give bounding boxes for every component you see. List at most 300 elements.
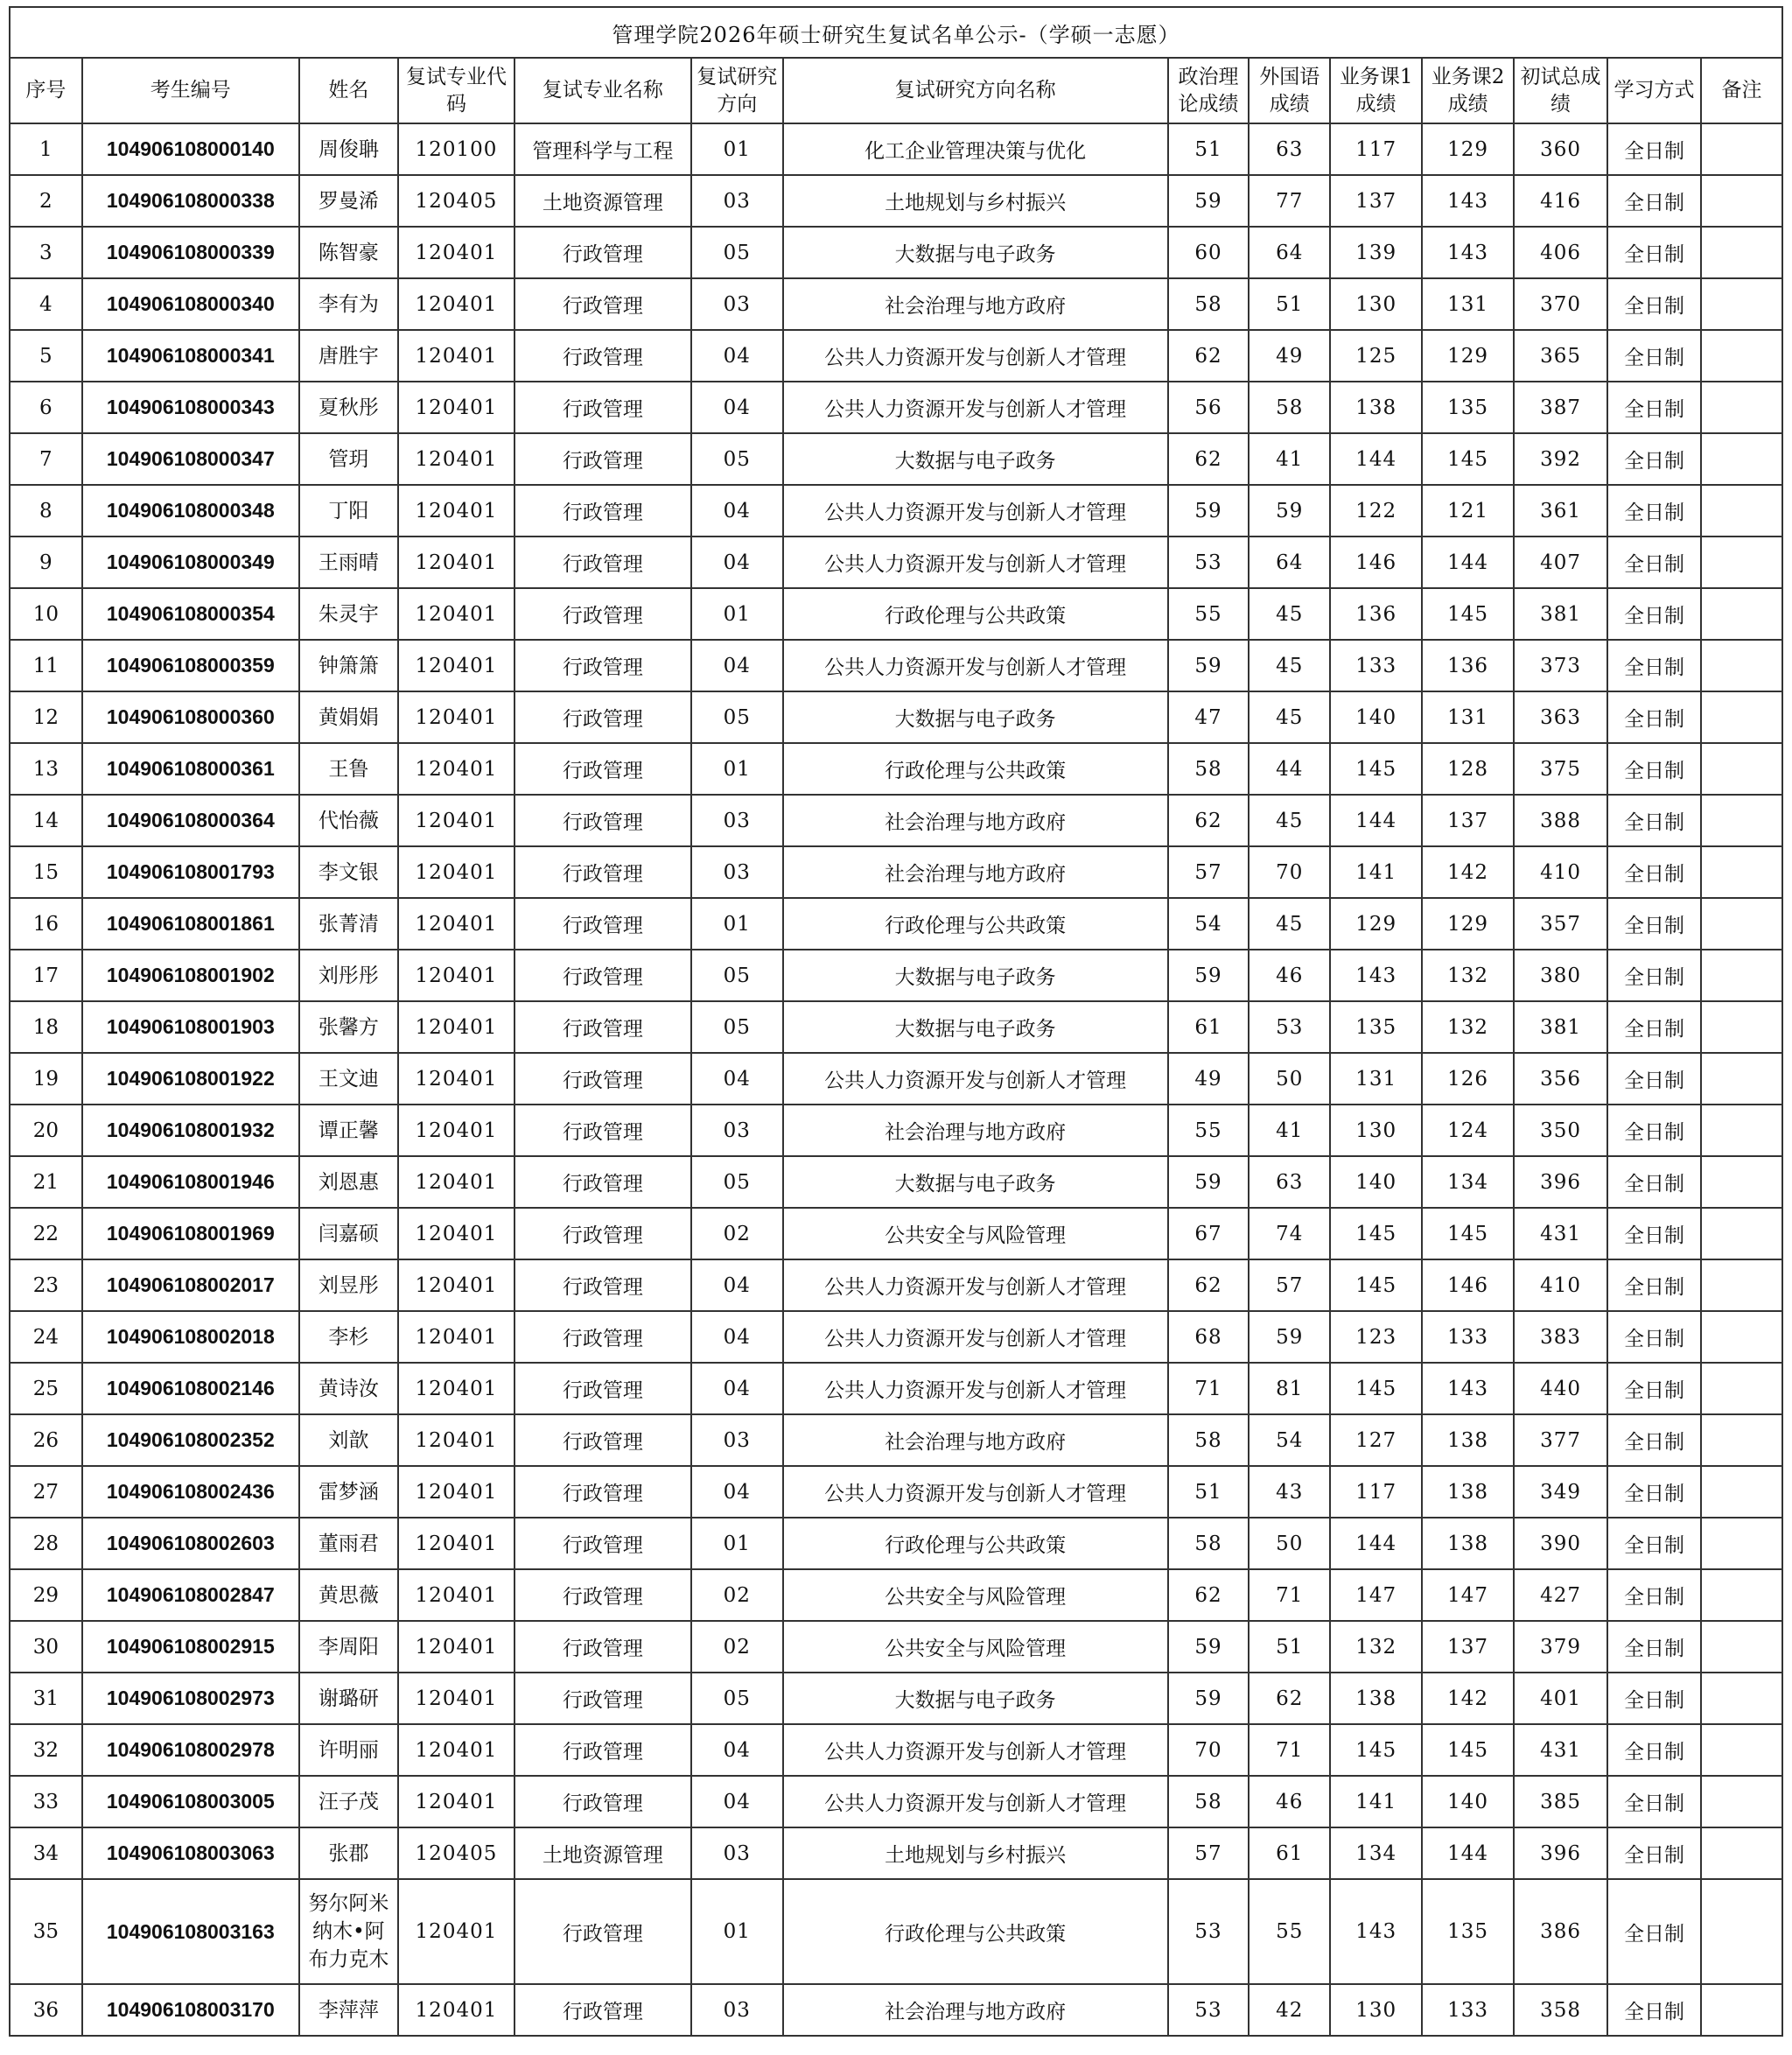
cell-politics: 68 [1168,1311,1250,1363]
cell-remark [1701,1001,1782,1053]
cell-course1: 144 [1330,1518,1422,1569]
table-row [10,485,1782,537]
cell-total: 387 [1514,382,1607,433]
cell-total: 440 [1514,1363,1607,1414]
cell-major-name: 行政管理 [514,485,691,537]
table-row [10,743,1782,795]
cell-course1: 145 [1330,1208,1422,1259]
cell-dir-name: 大数据与电子政务 [783,950,1168,1001]
cell-exam-no: 104906108000343 [82,382,299,433]
header-dir-name: 复试研究方向名称 [783,58,1168,123]
cell-dir-name: 公共人力资源开发与创新人才管理 [783,537,1168,588]
cell-course2: 126 [1422,1053,1514,1105]
table-row [10,382,1782,433]
cell-total: 388 [1514,795,1607,846]
cell-dir-name: 土地规划与乡村振兴 [783,1827,1168,1879]
cell-major-code: 120401 [398,433,514,485]
cell-exam-no: 104906108002352 [82,1414,299,1466]
cell-mode: 全日制 [1607,588,1701,640]
cell-major-code: 120401 [398,1259,514,1311]
cell-dir-name: 公共安全与风险管理 [783,1621,1168,1673]
roster-body [10,123,1782,2036]
cell-seq: 24 [10,1311,82,1363]
cell-exam-no: 104906108001902 [82,950,299,1001]
cell-politics: 54 [1168,898,1250,950]
cell-name: 王雨晴 [299,537,398,588]
cell-remark [1701,485,1782,537]
cell-major-code: 120401 [398,1156,514,1208]
cell-course1: 141 [1330,1776,1422,1827]
cell-politics: 55 [1168,588,1250,640]
cell-total: 396 [1514,1827,1607,1879]
cell-exam-no: 104906108001932 [82,1105,299,1156]
cell-dir-code: 05 [691,1673,783,1724]
cell-politics: 59 [1168,175,1250,227]
cell-politics: 53 [1168,1879,1250,1984]
cell-name: 陈智豪 [299,227,398,278]
cell-exam-no: 104906108000360 [82,691,299,743]
cell-course2: 129 [1422,330,1514,382]
cell-course1: 130 [1330,1105,1422,1156]
cell-course2: 140 [1422,1776,1514,1827]
header-row [10,58,1782,123]
cell-name: 刘昱彤 [299,1259,398,1311]
cell-dir-code: 02 [691,1569,783,1621]
cell-dir-name: 公共人力资源开发与创新人才管理 [783,1776,1168,1827]
cell-mode: 全日制 [1607,640,1701,691]
cell-course1: 145 [1330,1259,1422,1311]
cell-remark [1701,1414,1782,1466]
table-row [10,950,1782,1001]
cell-course1: 145 [1330,1363,1422,1414]
cell-foreign: 70 [1249,846,1330,898]
cell-remark [1701,537,1782,588]
cell-exam-no: 104906108003005 [82,1776,299,1827]
cell-foreign: 57 [1249,1259,1330,1311]
table-row [10,1311,1782,1363]
cell-foreign: 53 [1249,1001,1330,1053]
cell-course2: 131 [1422,278,1514,330]
cell-major-code: 120401 [398,691,514,743]
cell-mode: 全日制 [1607,1984,1701,2036]
cell-exam-no: 104906108002973 [82,1673,299,1724]
cell-foreign: 49 [1249,330,1330,382]
table-row [10,1621,1782,1673]
cell-name: 夏秋彤 [299,382,398,433]
cell-mode: 全日制 [1607,795,1701,846]
cell-course2: 133 [1422,1311,1514,1363]
cell-major-code: 120401 [398,1673,514,1724]
cell-course1: 135 [1330,1001,1422,1053]
cell-major-code: 120401 [398,1414,514,1466]
table-row [10,1569,1782,1621]
cell-name: 黄思薇 [299,1569,398,1621]
cell-major-code: 120401 [398,1466,514,1518]
cell-course1: 138 [1330,1673,1422,1724]
cell-exam-no: 104906108000339 [82,227,299,278]
cell-remark [1701,278,1782,330]
cell-exam-no: 104906108003063 [82,1827,299,1879]
cell-course2: 135 [1422,382,1514,433]
cell-mode: 全日制 [1607,691,1701,743]
cell-course1: 123 [1330,1311,1422,1363]
cell-major-code: 120401 [398,743,514,795]
cell-major-name: 行政管理 [514,537,691,588]
cell-course1: 122 [1330,485,1422,537]
cell-name: 董雨君 [299,1518,398,1569]
cell-course2: 129 [1422,123,1514,175]
cell-course2: 129 [1422,898,1514,950]
table-row [10,1827,1782,1879]
cell-major-code: 120401 [398,795,514,846]
cell-mode: 全日制 [1607,1569,1701,1621]
cell-seq: 18 [10,1001,82,1053]
cell-dir-name: 公共人力资源开发与创新人才管理 [783,1053,1168,1105]
cell-seq: 14 [10,795,82,846]
cell-seq: 16 [10,898,82,950]
cell-exam-no: 104906108000354 [82,588,299,640]
cell-politics: 62 [1168,1259,1250,1311]
cell-major-code: 120401 [398,1208,514,1259]
cell-dir-code: 04 [691,1363,783,1414]
cell-dir-code: 04 [691,537,783,588]
cell-dir-code: 03 [691,278,783,330]
cell-major-name: 行政管理 [514,743,691,795]
cell-name: 李杉 [299,1311,398,1363]
cell-remark [1701,1724,1782,1776]
cell-dir-code: 04 [691,1053,783,1105]
cell-mode: 全日制 [1607,1827,1701,1879]
cell-total: 431 [1514,1724,1607,1776]
cell-mode: 全日制 [1607,1259,1701,1311]
cell-major-name: 行政管理 [514,227,691,278]
cell-dir-code: 01 [691,588,783,640]
cell-major-name: 行政管理 [514,1363,691,1414]
cell-major-name: 行政管理 [514,382,691,433]
cell-remark [1701,691,1782,743]
table-row [10,1105,1782,1156]
cell-total: 431 [1514,1208,1607,1259]
cell-total: 358 [1514,1984,1607,2036]
cell-dir-name: 行政伦理与公共政策 [783,588,1168,640]
cell-exam-no: 104906108000359 [82,640,299,691]
cell-name: 汪子茂 [299,1776,398,1827]
table-row [10,175,1782,227]
cell-foreign: 45 [1249,795,1330,846]
cell-seq: 28 [10,1518,82,1569]
header-seq: 序号 [10,58,82,123]
cell-total: 380 [1514,950,1607,1001]
cell-total: 379 [1514,1621,1607,1673]
cell-foreign: 41 [1249,1105,1330,1156]
table-row [10,330,1782,382]
cell-dir-code: 04 [691,1466,783,1518]
cell-seq: 9 [10,537,82,588]
table-row [10,640,1782,691]
cell-foreign: 45 [1249,588,1330,640]
cell-politics: 59 [1168,1673,1250,1724]
cell-course2: 142 [1422,1673,1514,1724]
cell-seq: 7 [10,433,82,485]
cell-foreign: 45 [1249,898,1330,950]
cell-dir-code: 02 [691,1208,783,1259]
cell-major-code: 120401 [398,640,514,691]
cell-politics: 62 [1168,433,1250,485]
cell-exam-no: 104906108001922 [82,1053,299,1105]
cell-major-name: 行政管理 [514,330,691,382]
cell-major-code: 120401 [398,1053,514,1105]
table-row [10,1673,1782,1724]
cell-dir-code: 03 [691,1105,783,1156]
cell-politics: 58 [1168,1414,1250,1466]
cell-foreign: 77 [1249,175,1330,227]
cell-major-name: 行政管理 [514,691,691,743]
cell-foreign: 62 [1249,1673,1330,1724]
cell-course1: 144 [1330,795,1422,846]
cell-foreign: 45 [1249,640,1330,691]
cell-politics: 51 [1168,123,1250,175]
cell-dir-code: 01 [691,1518,783,1569]
cell-course2: 143 [1422,227,1514,278]
cell-total: 381 [1514,1001,1607,1053]
cell-politics: 47 [1168,691,1250,743]
cell-exam-no: 104906108001793 [82,846,299,898]
cell-dir-code: 01 [691,1879,783,1984]
cell-dir-name: 土地规划与乡村振兴 [783,175,1168,227]
cell-name: 张郡 [299,1827,398,1879]
cell-course1: 139 [1330,227,1422,278]
cell-politics: 62 [1168,1569,1250,1621]
cell-politics: 71 [1168,1363,1250,1414]
cell-exam-no: 104906108000364 [82,795,299,846]
cell-course1: 131 [1330,1053,1422,1105]
cell-remark [1701,1569,1782,1621]
cell-foreign: 71 [1249,1724,1330,1776]
cell-major-name: 行政管理 [514,1414,691,1466]
cell-name: 雷梦涵 [299,1466,398,1518]
header-mode: 学习方式 [1607,58,1701,123]
cell-major-code: 120401 [398,382,514,433]
cell-remark [1701,1673,1782,1724]
cell-seq: 8 [10,485,82,537]
cell-seq: 36 [10,1984,82,2036]
cell-dir-name: 社会治理与地方政府 [783,278,1168,330]
cell-major-name: 行政管理 [514,1724,691,1776]
cell-politics: 59 [1168,1156,1250,1208]
cell-seq: 31 [10,1673,82,1724]
cell-dir-code: 01 [691,743,783,795]
cell-dir-name: 公共人力资源开发与创新人才管理 [783,1311,1168,1363]
cell-major-code: 120401 [398,1363,514,1414]
cell-dir-name: 大数据与电子政务 [783,1673,1168,1724]
cell-course1: 146 [1330,537,1422,588]
cell-mode: 全日制 [1607,1673,1701,1724]
cell-mode: 全日制 [1607,898,1701,950]
cell-seq: 12 [10,691,82,743]
table-row [10,1776,1782,1827]
cell-dir-code: 03 [691,1414,783,1466]
cell-dir-name: 公共安全与风险管理 [783,1208,1168,1259]
cell-total: 381 [1514,588,1607,640]
cell-name: 李有为 [299,278,398,330]
cell-seq: 27 [10,1466,82,1518]
header-politics: 政治理论成绩 [1168,58,1250,123]
cell-exam-no: 104906108000347 [82,433,299,485]
cell-course1: 141 [1330,846,1422,898]
cell-name: 王鲁 [299,743,398,795]
table-row [10,1259,1782,1311]
cell-remark [1701,1363,1782,1414]
cell-seq: 35 [10,1879,82,1984]
cell-major-code: 120401 [398,1621,514,1673]
cell-total: 375 [1514,743,1607,795]
cell-dir-name: 行政伦理与公共政策 [783,898,1168,950]
cell-remark [1701,1827,1782,1879]
cell-dir-name: 公共人力资源开发与创新人才管理 [783,1259,1168,1311]
cell-seq: 4 [10,278,82,330]
cell-remark [1701,1518,1782,1569]
cell-dir-name: 公共人力资源开发与创新人才管理 [783,485,1168,537]
cell-dir-code: 04 [691,640,783,691]
cell-exam-no: 104906108000348 [82,485,299,537]
cell-name: 谭正馨 [299,1105,398,1156]
cell-seq: 32 [10,1724,82,1776]
cell-dir-name: 社会治理与地方政府 [783,1984,1168,2036]
table-row [10,588,1782,640]
cell-mode: 全日制 [1607,1776,1701,1827]
cell-course1: 134 [1330,1827,1422,1879]
cell-seq: 1 [10,123,82,175]
cell-major-code: 120405 [398,1827,514,1879]
cell-name: 刘彤彤 [299,950,398,1001]
cell-course2: 144 [1422,537,1514,588]
cell-mode: 全日制 [1607,1414,1701,1466]
cell-total: 360 [1514,123,1607,175]
header-major-name: 复试专业名称 [514,58,691,123]
cell-course1: 130 [1330,278,1422,330]
cell-name: 朱灵宇 [299,588,398,640]
cell-total: 392 [1514,433,1607,485]
cell-major-name: 行政管理 [514,433,691,485]
cell-foreign: 43 [1249,1466,1330,1518]
cell-major-name: 行政管理 [514,1776,691,1827]
cell-total: 356 [1514,1053,1607,1105]
cell-major-code: 120401 [398,846,514,898]
cell-name: 黄娟娟 [299,691,398,743]
cell-seq: 13 [10,743,82,795]
cell-seq: 17 [10,950,82,1001]
cell-major-code: 120401 [398,330,514,382]
cell-exam-no: 104906108003163 [82,1879,299,1984]
cell-seq: 11 [10,640,82,691]
table-row [10,1053,1782,1105]
cell-major-name: 行政管理 [514,1621,691,1673]
cell-remark [1701,846,1782,898]
cell-major-code: 120100 [398,123,514,175]
cell-dir-name: 社会治理与地方政府 [783,1414,1168,1466]
cell-mode: 全日制 [1607,1518,1701,1569]
cell-exam-no: 104906108000341 [82,330,299,382]
cell-foreign: 41 [1249,433,1330,485]
cell-foreign: 81 [1249,1363,1330,1414]
cell-course1: 125 [1330,330,1422,382]
table-row [10,1984,1782,2036]
cell-mode: 全日制 [1607,537,1701,588]
cell-politics: 58 [1168,1518,1250,1569]
cell-course1: 140 [1330,691,1422,743]
cell-foreign: 74 [1249,1208,1330,1259]
table-row [10,1414,1782,1466]
roster-table [9,6,1783,2037]
cell-politics: 59 [1168,950,1250,1001]
cell-mode: 全日制 [1607,950,1701,1001]
cell-mode: 全日制 [1607,1363,1701,1414]
cell-major-code: 120401 [398,950,514,1001]
cell-course2: 137 [1422,795,1514,846]
cell-exam-no: 104906108002146 [82,1363,299,1414]
cell-remark [1701,795,1782,846]
cell-major-code: 120401 [398,898,514,950]
cell-seq: 29 [10,1569,82,1621]
cell-politics: 61 [1168,1001,1250,1053]
cell-course1: 143 [1330,1879,1422,1984]
cell-exam-no: 104906108000338 [82,175,299,227]
cell-total: 365 [1514,330,1607,382]
cell-name: 许明丽 [299,1724,398,1776]
cell-major-name: 行政管理 [514,1518,691,1569]
cell-mode: 全日制 [1607,743,1701,795]
cell-major-name: 行政管理 [514,795,691,846]
cell-remark [1701,1776,1782,1827]
cell-course1: 145 [1330,743,1422,795]
cell-exam-no: 104906108001903 [82,1001,299,1053]
cell-remark [1701,330,1782,382]
cell-mode: 全日制 [1607,175,1701,227]
cell-exam-no: 104906108001969 [82,1208,299,1259]
cell-major-code: 120401 [398,1001,514,1053]
cell-major-name: 土地资源管理 [514,1827,691,1879]
cell-course2: 146 [1422,1259,1514,1311]
cell-dir-code: 05 [691,1001,783,1053]
table-row [10,1208,1782,1259]
cell-seq: 15 [10,846,82,898]
cell-course2: 143 [1422,175,1514,227]
cell-name: 刘恩惠 [299,1156,398,1208]
cell-mode: 全日制 [1607,1053,1701,1105]
cell-mode: 全日制 [1607,227,1701,278]
cell-dir-name: 公共人力资源开发与创新人才管理 [783,1466,1168,1518]
cell-mode: 全日制 [1607,1105,1701,1156]
cell-total: 416 [1514,175,1607,227]
table-row [10,278,1782,330]
cell-name: 钟箫箫 [299,640,398,691]
cell-course2: 121 [1422,485,1514,537]
cell-course2: 135 [1422,1879,1514,1984]
cell-major-name: 行政管理 [514,1053,691,1105]
cell-course2: 143 [1422,1363,1514,1414]
cell-major-name: 行政管理 [514,898,691,950]
cell-politics: 55 [1168,1105,1250,1156]
cell-politics: 49 [1168,1053,1250,1105]
cell-seq: 2 [10,175,82,227]
cell-major-name: 行政管理 [514,1673,691,1724]
cell-foreign: 45 [1249,691,1330,743]
cell-major-name: 行政管理 [514,640,691,691]
header-course2: 业务课2成绩 [1422,58,1514,123]
cell-total: 370 [1514,278,1607,330]
cell-major-code: 120401 [398,485,514,537]
cell-course2: 131 [1422,691,1514,743]
